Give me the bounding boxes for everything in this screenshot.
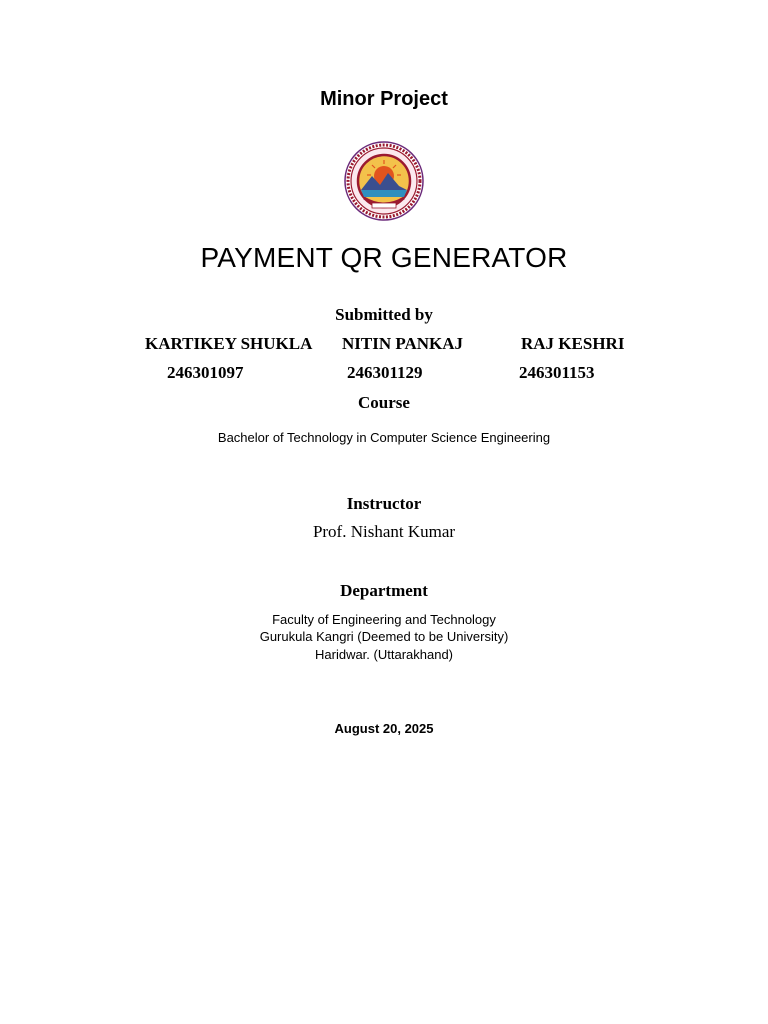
student-name: NITIN PANKAJ (342, 334, 464, 353)
course-value: Bachelor of Technology in Computer Science Engineering (217, 430, 551, 445)
student-roll-number: 246301129 (347, 363, 423, 382)
submitted-by-heading: Submitted by (335, 305, 433, 324)
department-line: Haridwar. (Uttarakhand) (315, 647, 453, 662)
student-name: KARTIKEY SHUKLA (145, 334, 313, 353)
seal-icon (334, 140, 434, 222)
student-name: RAJ KESHRI (521, 334, 625, 353)
document-title: PAYMENT QR GENERATOR (200, 242, 568, 273)
submission-date: August 20, 2025 (334, 721, 434, 736)
university-seal-logo (334, 140, 434, 222)
document-label: Minor Project (320, 88, 448, 110)
course-heading: Course (358, 393, 410, 412)
student-roll-number: 246301153 (519, 363, 595, 382)
department-line: Gurukula Kangri (Deemed to be University) (259, 629, 509, 644)
student-roll-number: 246301097 (167, 363, 244, 382)
instructor-heading: Instructor (346, 494, 422, 513)
department-line: Faculty of Engineering and Technology (272, 612, 496, 627)
instructor-name: Prof. Nishant Kumar (312, 522, 456, 541)
department-heading: Department (340, 581, 428, 600)
